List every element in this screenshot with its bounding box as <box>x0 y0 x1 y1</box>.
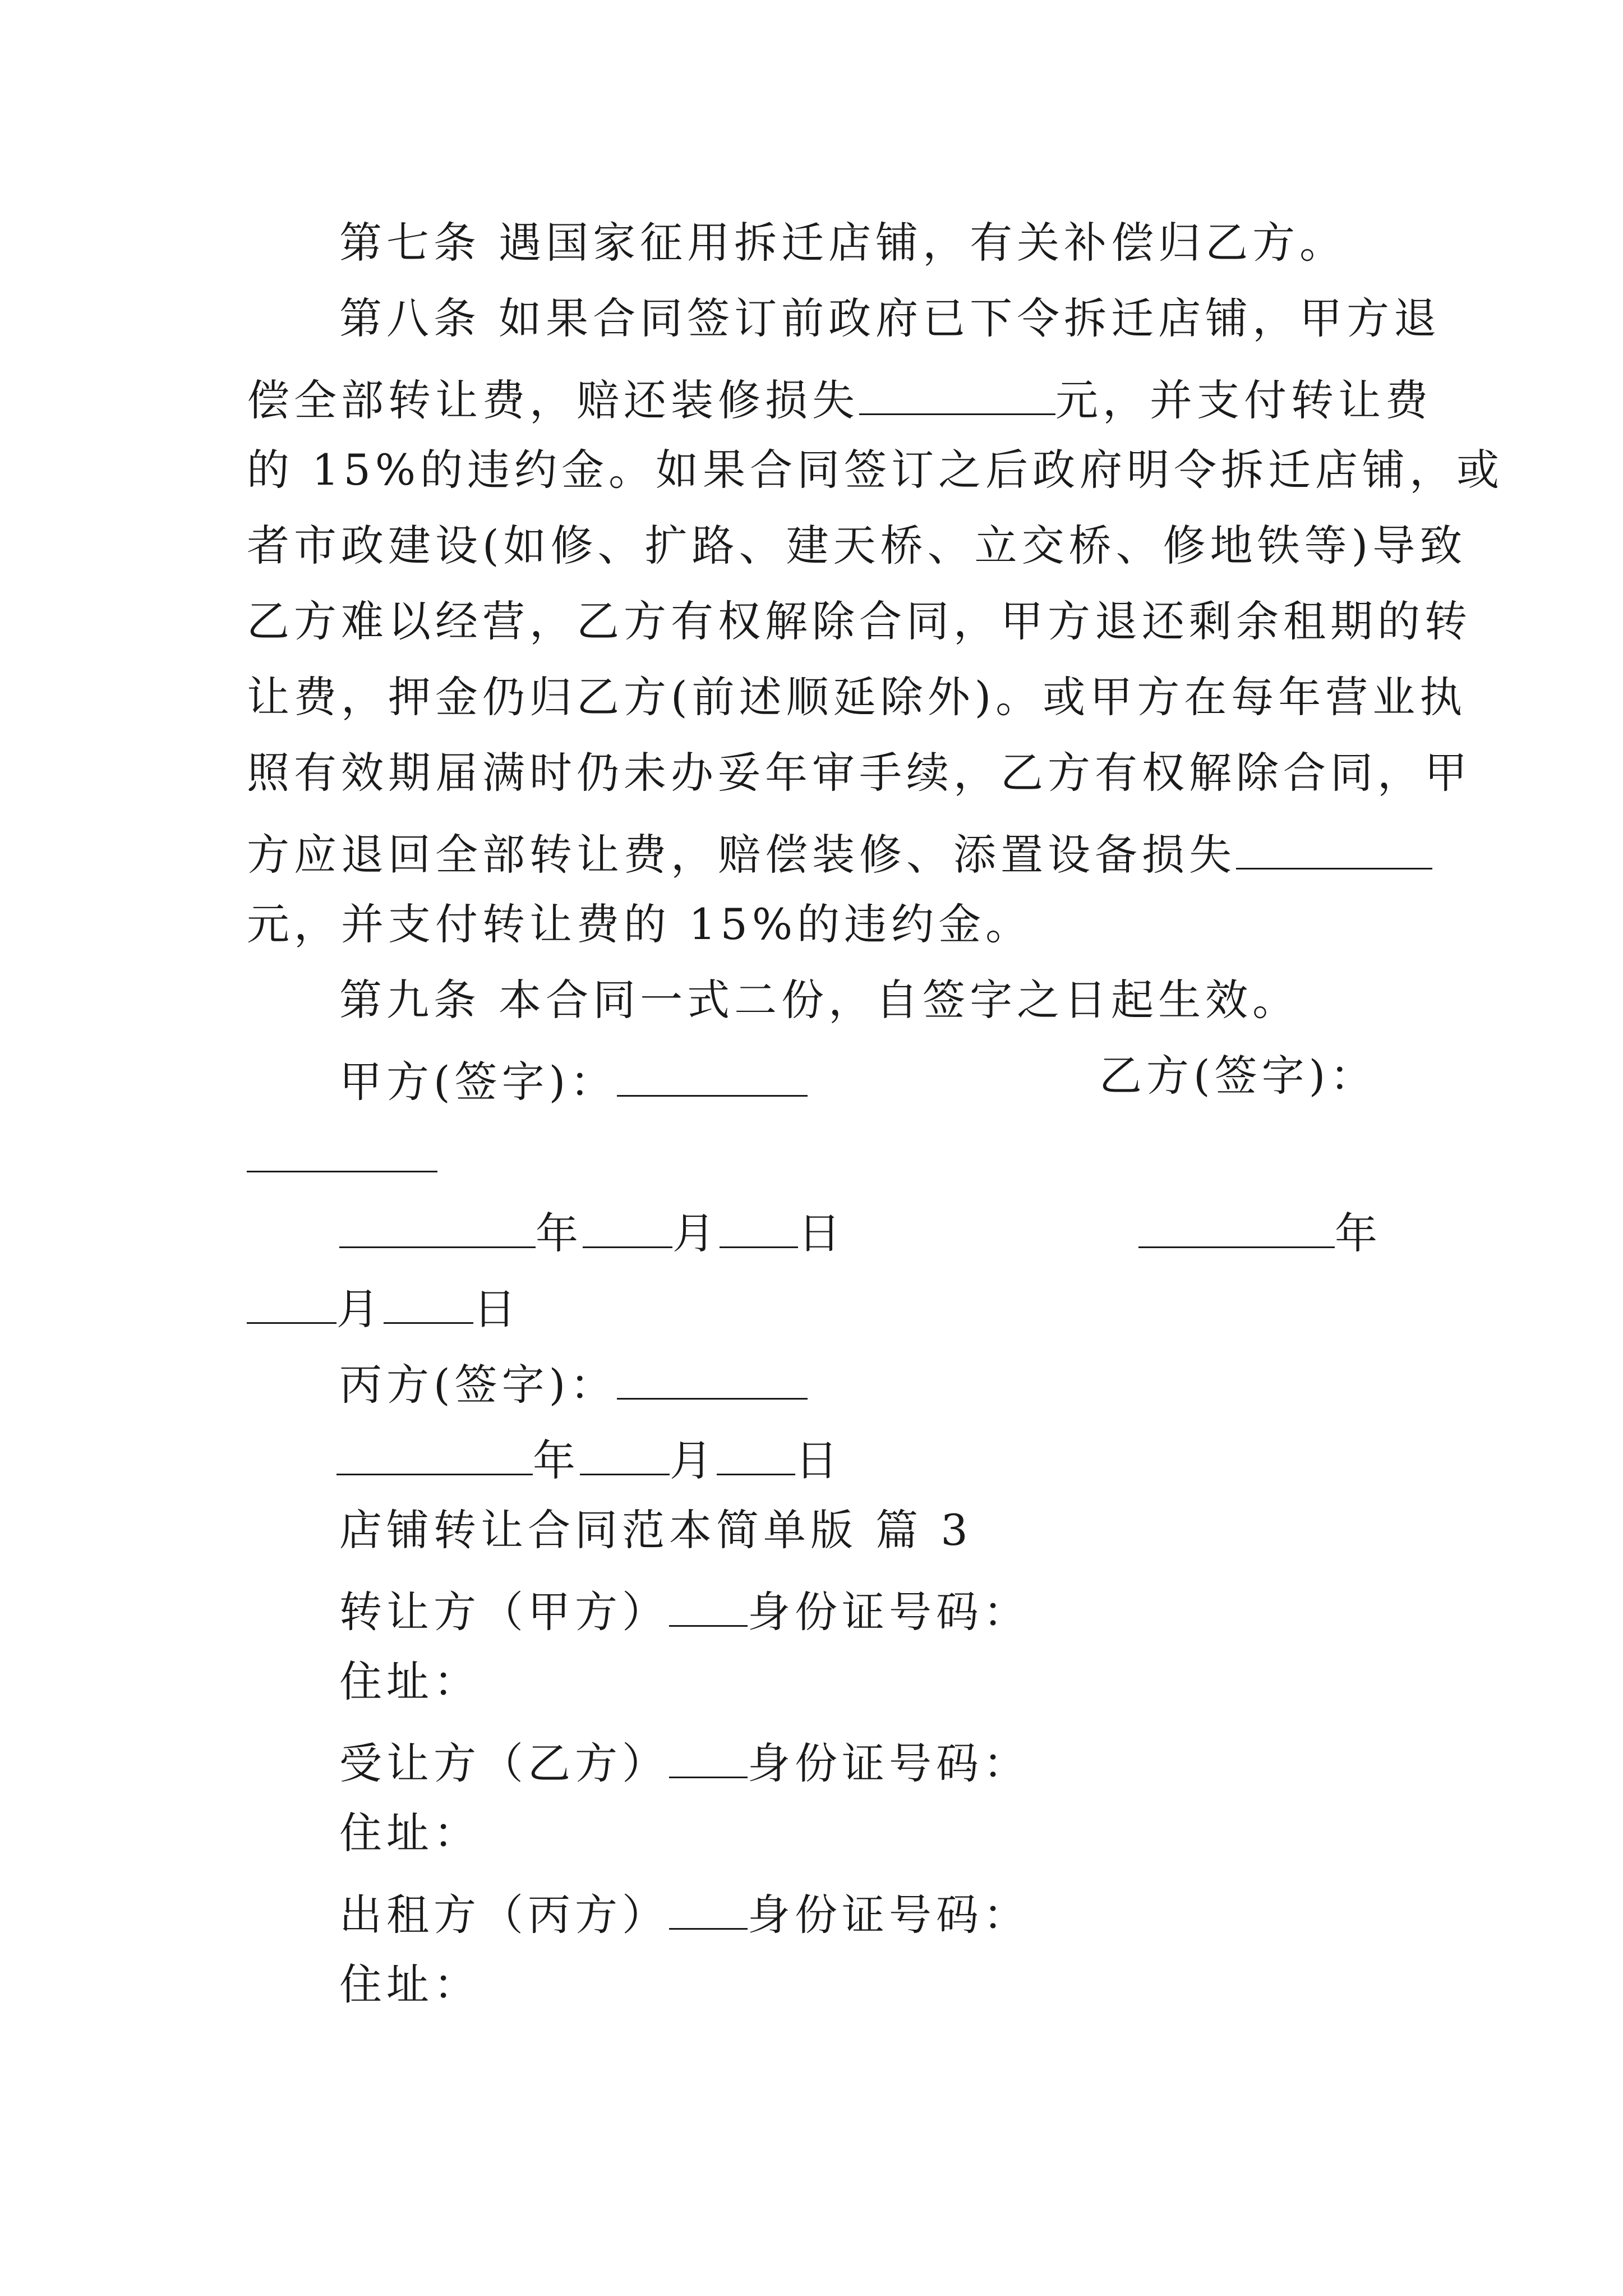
party-b-date-year: 年 <box>1138 1206 1382 1255</box>
party-a-month-blank <box>583 1206 672 1248</box>
decoration-loss-blank <box>859 373 1055 415</box>
party-c-month-blank <box>580 1433 670 1475</box>
article-9 <box>339 975 1300 1025</box>
party-b-month-blank <box>247 1282 336 1324</box>
article-7 <box>339 218 1347 268</box>
party-a-date: 年 月 日 <box>339 1206 845 1255</box>
article-8-line-8: 方应退回全部转让费，赔偿装修、添置设备损失 <box>247 827 1432 876</box>
party-a-year-blank <box>339 1206 536 1248</box>
lessor-name-blank <box>669 1888 748 1930</box>
party-b-signature-line <box>247 1130 437 1179</box>
article-8-line-1: 第八条 如果合同签订前政府已下令拆迁店铺，甲方退 <box>339 293 1441 343</box>
party-c-year-blank <box>336 1433 533 1475</box>
article-9-text: 第九条 本合同一式二份，自签字之日起生效。 <box>339 975 1300 1025</box>
party-c-day-blank <box>717 1433 795 1475</box>
article-8-line-7: 照有效期届满时仍未办妥年审手续，乙方有权解除合同，甲 <box>247 748 1472 798</box>
transferee-line: 受让方（乙方） 身份证号码： <box>339 1736 1030 1785</box>
party-b-signature <box>1099 1051 1377 1101</box>
article-8-line-9: 元，并支付转让费的 15%的违约金。 <box>247 899 1033 949</box>
party-c-date: 年 月 日 <box>336 1433 842 1482</box>
party-a-signature-blank <box>617 1055 808 1097</box>
party-b-date-month-day: 月 日 <box>247 1282 520 1331</box>
party-b-label: 乙方(签字)： <box>1099 1051 1377 1101</box>
transferor-name-blank <box>669 1585 748 1627</box>
party-b-signature-blank <box>247 1130 437 1172</box>
article-8-line-4: 者市政建设(如修、扩路、建天桥、立交桥、修地铁等)导致 <box>247 521 1467 570</box>
equipment-loss-blank <box>1236 827 1432 869</box>
transferee-name-blank <box>669 1736 748 1778</box>
transferee-address: 住址： <box>339 1808 481 1858</box>
party-b-day-blank <box>384 1282 473 1324</box>
transferor-address: 住址： <box>339 1657 481 1706</box>
article-8-line-6: 让费，押金仍归乙方(前述顺延除外)。或甲方在每年营业执 <box>247 672 1467 722</box>
lessor-address: 住址： <box>339 1959 481 2009</box>
article-8-line-5: 乙方难以经营，乙方有权解除合同，甲方退还剩余租期的转 <box>247 596 1472 646</box>
section-3-title: 店铺转让合同范本简单版 篇 3 <box>339 1505 972 1555</box>
lessor-line: 出租方（丙方） 身份证号码： <box>339 1888 1030 1936</box>
article-7-text: 第七条 遇国家征用拆迁店铺，有关补偿归乙方。 <box>339 218 1347 268</box>
party-b-year-blank <box>1138 1206 1335 1248</box>
transferor-line: 转让方（甲方） 身份证号码： <box>339 1585 1030 1634</box>
article-8-line-2: 偿全部转让费，赔还装修损失 元，并支付转让费 <box>247 373 1432 422</box>
party-c-signature-blank <box>617 1358 808 1400</box>
party-a-day-blank <box>720 1206 798 1248</box>
party-c-signature <box>339 1358 808 1410</box>
party-a-label: 甲方(签字)： <box>339 1057 617 1107</box>
party-c-label: 丙方(签字)： <box>339 1360 617 1410</box>
party-a-signature <box>339 1055 808 1107</box>
article-8-line-3: 的 15%的违约金。如果合同签订之后政府明令拆迁店铺，或 <box>247 445 1504 495</box>
